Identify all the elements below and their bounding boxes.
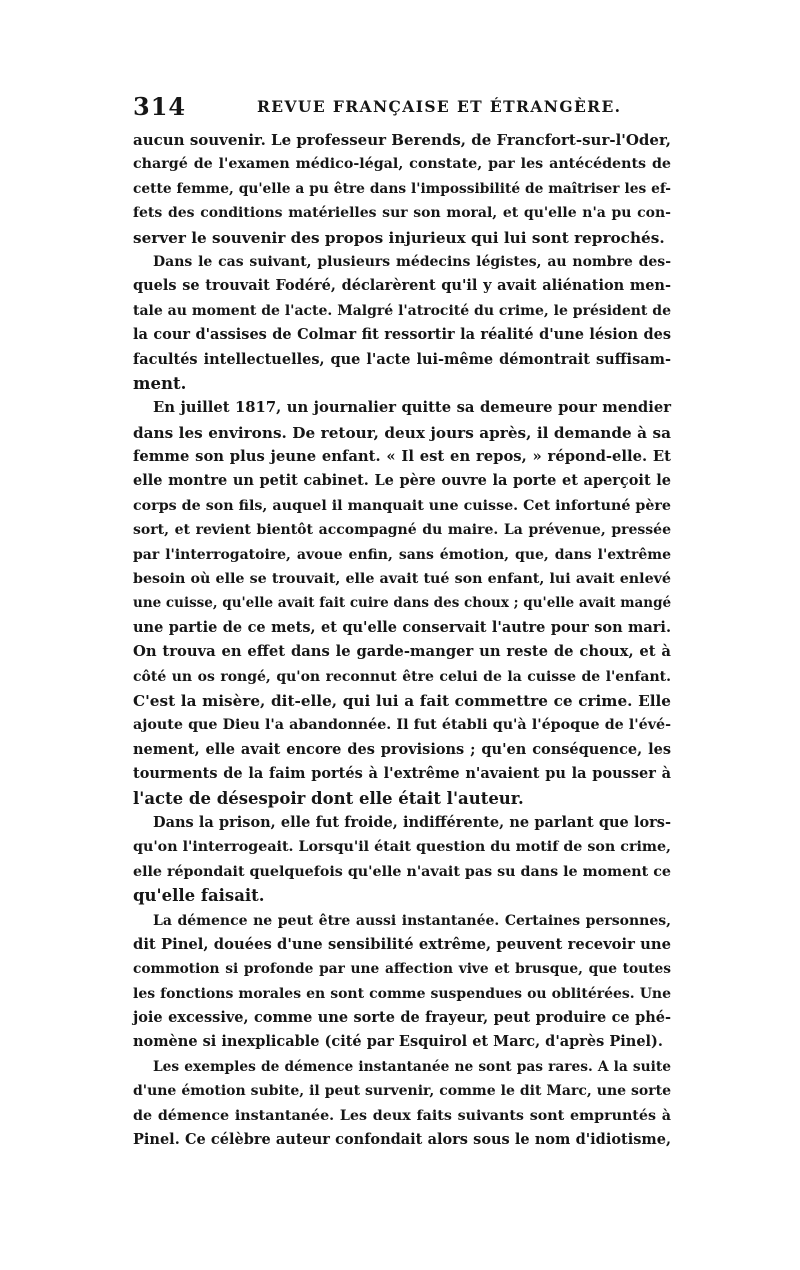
text-line: facultés intellectuelles, que l'acte lui-même démontrait suffisam- [133,350,671,368]
text-line: l'acte de désespoir dont elle était l'auteur. [133,788,524,808]
text-line: Dans la prison, elle fut froide, indifférente, ne parlant que lors- [153,813,671,831]
text-line: elle montre un petit cabinet. Le père ouvre la porte et aperçoit le [133,472,671,490]
page-number: 314 [133,92,187,121]
text-line: joie excessive, comme une sorte de frayeur, peut produire ce phé- [133,1009,671,1027]
text-line: nomène si inexplicable (cité par Esquirol et Marc, d'après Pinel). [133,1033,663,1051]
text-line: server le souvenir des propos injurieux qui lui sont reprochés. [133,228,665,247]
text-line: En juillet 1817, un journalier quitte sa demeure pour mendier [153,399,671,417]
text-line: Pinel. Ce célèbre auteur confondait alors sous le nom d'idiotisme, [133,1131,671,1149]
text-line: femme son plus jeune enfant. « Il est en repos, » répond-elle. Et [133,448,671,466]
text-line: Les exemples de démence instantanée ne sont pas rares. A la suite [153,1058,671,1075]
text-line: La démence ne peut être aussi instantanée. Certaines personnes, [153,912,671,929]
text-line: la cour d'assises de Colmar fit ressortir la réalité d'une lésion des [133,326,671,344]
text-line: côté un os rongé, qu'on reconnut être celui de la cuisse de l'enfant. [133,668,671,685]
text-line: sort, et revient bientôt accompagné du maire. La prévenue, pressée [133,522,671,539]
text-line: qu'on l'interrogeait. Lorsqu'il était question du motif de son crime, [133,839,671,856]
body-text [133,128,671,1152]
text-line: une cuisse, qu'elle avait fait cuire dans des choux ; qu'elle avait mangé [133,595,672,612]
running-title: REVUE FRANÇAISE ET ÉTRANGÈRE. [257,97,622,116]
text-line: besoin où elle se trouvait, elle avait tué son enfant, lui avait enlevé [133,571,671,588]
text-line: qu'elle faisait. [133,886,265,906]
text-line: tale au moment de l'acte. Malgré l'atrocité du crime, le président de [133,302,671,319]
text-line: quels se trouvait Fodéré, déclarèrent qu'il y avait aliénation men- [133,277,671,295]
text-line: On trouva en effet dans le garde-manger un reste de choux, et à [133,643,671,661]
text-line: cette femme, qu'elle a pu être dans l'impossibilité de maîtriser les ef- [133,180,671,197]
text-line: une partie de ce mets, et qu'elle conservait l'autre pour son mari. [133,618,671,636]
text-line: les fonctions morales en sont comme suspendues ou oblitérées. Une [133,985,671,1002]
text-line: commotion si profonde par une affection vive et brusque, que toutes [133,961,671,978]
text-line: dit Pinel, douées d'une sensibilité extrême, peuvent recevoir une [133,935,671,953]
text-line: aucun souvenir. Le professeur Berends, de Francfort-sur-l'Oder, [133,131,671,149]
text-line: dans les environs. De retour, deux jours après, il demande à sa [133,423,671,442]
text-line: fets des conditions matérielles sur son moral, et qu'elle n'a pu con- [133,205,671,222]
text-line: chargé de l'examen médico-légal, constate, par les antécédents de [133,156,671,173]
text-line: tourments de la faim portés à l'extrême n'avaient pu la pousser à [133,765,671,783]
text-line: elle répondait quelquefois qu'elle n'avait pas su dans le moment ce [133,863,671,880]
text-line: nement, elle avait encore des provisions ; qu'en conséquence, les [133,740,671,758]
text-line: de démence instantanée. Les deux faits suivants sont empruntés à [133,1107,671,1124]
text-line: ajoute que Dieu l'a abandonnée. Il fut établi qu'à l'époque de l'évé- [133,717,671,734]
text-line: par l'interrogatoire, avoue enfin, sans émotion, que, dans l'extrême [133,546,671,563]
text-line: ment. [133,373,187,393]
text-line: C'est la misère, dit-elle, qui lui a fait commettre ce crime. Elle [133,691,671,710]
text-line: corps de son fils, auquel il manquait une cuisse. Cet infortuné père [133,497,671,514]
page-header [133,92,671,122]
text-line: d'une émotion subite, il peut survenir, comme le dit Marc, une sorte [133,1083,671,1100]
text-line: Dans le cas suivant, plusieurs médecins légistes, au nombre des- [153,253,671,270]
